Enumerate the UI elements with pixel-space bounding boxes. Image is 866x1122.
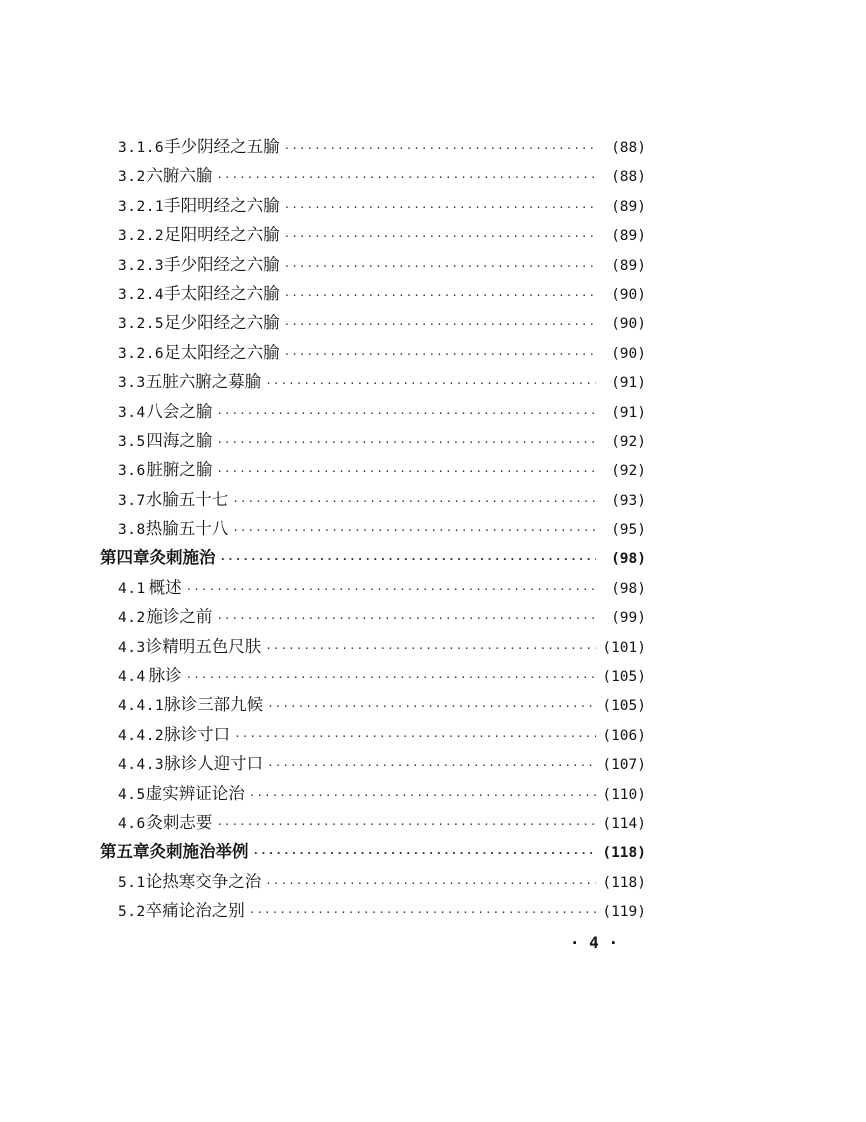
toc-entry-row <box>100 690 646 719</box>
toc-entry-row <box>100 220 646 249</box>
toc-entry-title: 脉诊三部九候 <box>164 695 264 715</box>
table-of-contents <box>100 132 646 926</box>
toc-entry-title: 足太阳经之六腧 <box>164 342 280 362</box>
toc-entry-title: 脉诊 <box>148 666 182 686</box>
toc-entry-number: 4.2 <box>118 610 146 627</box>
toc-entry-title: 手太阳经之六腧 <box>164 283 280 303</box>
toc-entry-row <box>100 632 646 661</box>
toc-entry-page: (91) <box>611 375 646 392</box>
toc-entry-title: 五脏六腑之募腧 <box>145 372 262 392</box>
toc-entry-page: (98) <box>611 580 646 597</box>
toc-entry-number: 4.6 <box>118 815 146 832</box>
toc-entry-title: 八会之腧 <box>146 401 213 421</box>
toc-entry-title: 卒痛论治之别 <box>145 901 245 921</box>
dot-leader <box>232 487 596 516</box>
toc-entry-number: 3.7 <box>118 492 146 509</box>
toc-entry-number: 4.4 <box>118 669 146 686</box>
dot-leader <box>284 281 596 310</box>
toc-entry-row <box>100 896 646 925</box>
toc-entry-page: (101) <box>602 639 646 656</box>
toc-entry-page: (114) <box>602 815 646 832</box>
toc-entry-row <box>100 426 646 455</box>
toc-entry-number: 4.4.1 <box>118 698 165 715</box>
toc-entry-page: (110) <box>602 786 646 803</box>
dot-leader <box>186 575 596 604</box>
dot-leader <box>216 457 596 486</box>
toc-entry-title: 灸刺施治举例 <box>149 842 249 862</box>
toc-entry-row <box>100 514 646 543</box>
toc-entry-title: 论热寒交争之治 <box>145 871 262 891</box>
toc-entry-number: 3.2.1 <box>118 198 165 215</box>
toc-entry-page: (89) <box>611 228 646 245</box>
toc-entry-number: 4.3 <box>118 639 146 656</box>
toc-entry-page: (90) <box>611 345 646 362</box>
toc-entry-row <box>100 338 646 367</box>
toc-entry-title: 手少阴经之五腧 <box>164 137 280 156</box>
toc-entry-title: 虚实辨证论治 <box>145 783 245 803</box>
toc-entry-number: 3.5 <box>118 433 146 450</box>
dot-leader <box>284 222 596 251</box>
toc-entry-row <box>100 132 646 161</box>
toc-entry-row <box>100 250 646 279</box>
toc-chapter-row <box>100 837 646 866</box>
toc-entry-number: 4.1 <box>118 580 146 597</box>
toc-entry-number: 4.4.2 <box>118 727 165 744</box>
toc-entry-title: 概述 <box>148 577 182 597</box>
toc-entry-number: 3.6 <box>118 463 146 480</box>
toc-entry-row <box>100 808 646 837</box>
toc-entry-title: 诊精明五色尺肤 <box>145 636 262 656</box>
toc-entry-row <box>100 397 646 426</box>
toc-entry-row <box>100 573 646 602</box>
page-number: · 4 · <box>569 933 619 952</box>
toc-entry-title: 六腑六腧 <box>146 166 213 186</box>
dot-leader <box>284 310 596 339</box>
toc-entry-row <box>100 661 646 690</box>
toc-entry-title: 手少阳经之六腧 <box>164 254 280 274</box>
dot-leader <box>267 692 596 721</box>
toc-entry-page: (118) <box>602 845 646 862</box>
toc-entry-number: 3.8 <box>118 522 146 539</box>
toc-entry-number: 3.1.6 <box>118 140 165 156</box>
toc-entry-page: (107) <box>602 757 646 774</box>
toc-entry-page: (90) <box>611 286 646 303</box>
toc-entry-title: 施诊之前 <box>146 607 213 627</box>
toc-entry-title: 足少阳经之六腧 <box>164 313 280 333</box>
dot-leader <box>284 340 596 369</box>
toc-entry-page: (89) <box>611 257 646 274</box>
dot-leader <box>186 663 596 692</box>
toc-entry-number: 3.2.5 <box>118 316 165 333</box>
dot-leader <box>265 869 596 898</box>
toc-entry-row <box>100 161 646 190</box>
toc-entry-title: 灸刺施治 <box>149 548 216 568</box>
toc-entry-page: (88) <box>611 140 646 156</box>
toc-entry-page: (90) <box>611 316 646 333</box>
toc-entry-number: 3.2.6 <box>118 345 165 362</box>
toc-entry-page: (106) <box>602 727 646 744</box>
dot-leader <box>216 604 596 633</box>
toc-entry-page: (89) <box>611 198 646 215</box>
toc-entry-row <box>100 867 646 896</box>
toc-entry-title: 灸刺志要 <box>146 812 213 832</box>
toc-entry-page: (105) <box>602 669 646 686</box>
toc-entry-title: 脉诊人迎寸口 <box>164 754 264 774</box>
toc-entry-title: 脏腑之腧 <box>146 460 213 480</box>
dot-leader <box>216 163 596 192</box>
dot-leader <box>234 722 596 751</box>
toc-entry-title: 水腧五十七 <box>145 489 229 509</box>
dot-leader <box>249 781 596 810</box>
toc-entry-number: 3.3 <box>118 375 146 392</box>
toc-entry-page: (98) <box>611 551 646 568</box>
dot-leader <box>216 399 596 428</box>
toc-entry-page: (91) <box>611 404 646 421</box>
toc-entry-number: 3.2.4 <box>118 286 165 303</box>
dot-leader <box>220 545 597 574</box>
toc-entry-row <box>100 749 646 778</box>
dot-leader <box>284 193 596 222</box>
dot-leader <box>267 751 596 780</box>
toc-entry-number: 5.2 <box>118 904 146 921</box>
toc-entry-row <box>100 455 646 484</box>
dot-leader <box>216 428 596 457</box>
toc-entry-title: 四海之腧 <box>146 430 213 450</box>
toc-entry-page: (105) <box>602 698 646 715</box>
toc-entry-row <box>100 602 646 631</box>
toc-entry-row <box>100 367 646 396</box>
toc-entry-row <box>100 308 646 337</box>
toc-entry-page: (92) <box>611 433 646 450</box>
toc-entry-page: (99) <box>611 610 646 627</box>
toc-entry-page: (93) <box>611 492 646 509</box>
toc-chapter-row <box>100 543 646 572</box>
toc-entry-row <box>100 779 646 808</box>
toc-entry-row <box>100 191 646 220</box>
toc-entry-number: 4.5 <box>118 786 146 803</box>
toc-entry-page: (92) <box>611 463 646 480</box>
toc-entry-page: (88) <box>611 169 646 186</box>
toc-entry-number: 3.4 <box>118 404 146 421</box>
toc-entry-number: 3.2 <box>118 169 146 186</box>
toc-entry-title: 足阳明经之六腧 <box>164 225 280 245</box>
dot-leader <box>265 369 596 398</box>
toc-entry-number: 3.2.2 <box>118 228 165 245</box>
dot-leader <box>216 810 596 839</box>
toc-entry-row <box>100 279 646 308</box>
dot-leader <box>253 839 597 868</box>
toc-entry-page: (118) <box>602 874 646 891</box>
dot-leader <box>284 134 596 163</box>
toc-entry-page: (119) <box>602 904 646 921</box>
dot-leader <box>249 898 596 927</box>
toc-entry-number: 第五章 <box>100 842 150 862</box>
dot-leader <box>232 516 596 545</box>
toc-entry-number: 5.1 <box>118 874 146 891</box>
toc-entry-row <box>100 720 646 749</box>
dot-leader <box>265 634 596 663</box>
toc-entry-number: 4.4.3 <box>118 757 165 774</box>
toc-entry-page: (95) <box>611 522 646 539</box>
toc-entry-title: 热腧五十八 <box>145 519 229 539</box>
toc-entry-title: 脉诊寸口 <box>164 724 231 744</box>
toc-entry-number: 第四章 <box>100 548 150 568</box>
toc-entry-row <box>100 485 646 514</box>
toc-entry-title: 手阳明经之六腧 <box>164 195 280 215</box>
dot-leader <box>284 252 596 281</box>
toc-entry-number: 3.2.3 <box>118 257 165 274</box>
